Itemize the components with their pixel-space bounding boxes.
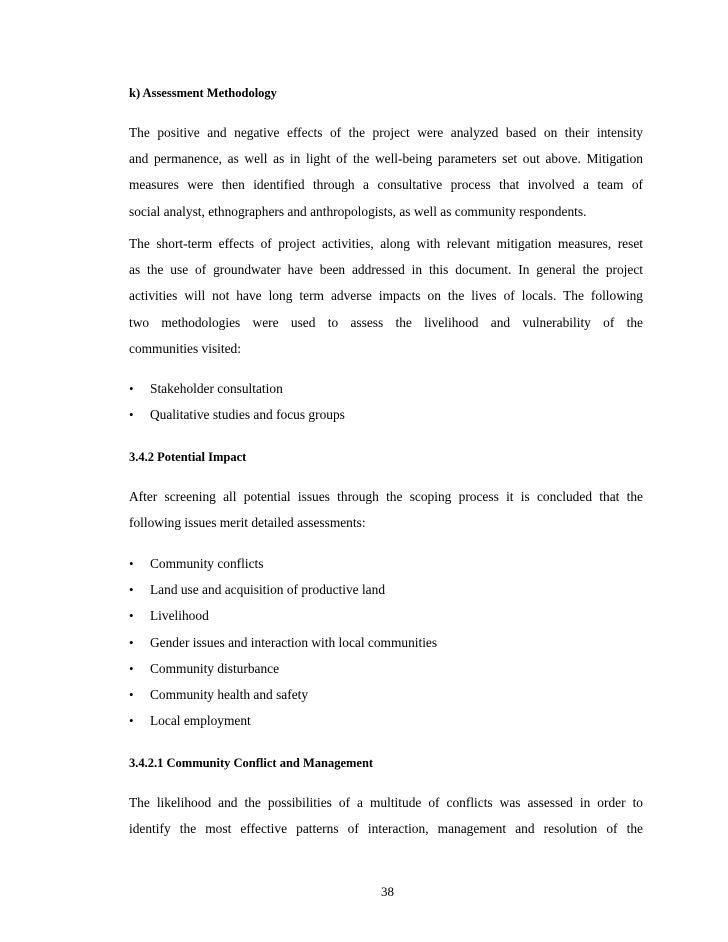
paragraph-line: identify the most effective patterns of interaction, management and resolution of the	[129, 821, 643, 837]
potential-impact-paragraph	[129, 484, 643, 536]
list-item	[129, 577, 437, 603]
potential-impact-heading: 3.4.2 Potential Impact	[129, 450, 247, 464]
list-item	[129, 630, 437, 656]
list-item-label: Stakeholder consultation	[150, 381, 283, 396]
list-item	[129, 682, 437, 708]
paragraph-line: measures were then identified through a consultative process that involved a team of	[129, 177, 643, 193]
bullet-icon: •	[129, 556, 134, 571]
list-item	[129, 656, 437, 682]
list-item-label: Community conflicts	[150, 556, 264, 571]
list-item-label: Community health and safety	[150, 686, 309, 702]
bullet-icon: •	[129, 660, 134, 676]
paragraph-line: as the use of groundwater have been addressed in this document. In general the project	[129, 262, 643, 278]
list-item-label: Land use and acquisition of productive land	[150, 582, 386, 598]
assessment-methodology-heading: k) Assessment Methodology	[129, 86, 277, 100]
list-item-label: Local employment	[150, 713, 251, 729]
paragraph-line: two methodologies were used to assess the livelihood and vulnerability of the	[129, 314, 643, 330]
list-item	[129, 402, 345, 428]
issues-list	[129, 551, 437, 734]
methodology-list	[129, 376, 345, 428]
list-item-label: Livelihood	[150, 608, 209, 624]
bullet-icon: •	[129, 634, 134, 650]
document-page	[129, 0, 643, 942]
paragraph-line: The likelihood and the possibilities of a multitude of conflicts was assessed in order to	[129, 795, 643, 810]
paragraph-line: communities visited:	[129, 340, 241, 356]
paragraph-line: The positive and negative effects of the project were analyzed based on their intensity	[129, 125, 643, 140]
list-item-label: Gender issues and interaction with local communities	[150, 634, 438, 650]
bullet-icon: •	[129, 582, 134, 598]
bullet-icon: •	[129, 381, 134, 396]
list-item-label: Community disturbance	[150, 660, 280, 676]
page-number: 38	[381, 884, 394, 899]
list-item	[129, 376, 345, 402]
paragraph-line: and permanence, as well as in light of the well-being parameters set out above. Mitigation	[129, 151, 643, 167]
community-conflict-paragraph	[129, 790, 643, 842]
paragraph-line: following issues merit detailed assessments:	[129, 515, 366, 531]
list-item	[129, 603, 437, 629]
list-item	[129, 551, 437, 577]
paragraph-line: activities will not have long term adverse impacts on the lives of locals. The following	[129, 288, 643, 304]
bullet-icon: •	[129, 407, 134, 423]
paragraph-line: social analyst, ethnographers and anthropologists, as well as community respondents.	[129, 203, 587, 219]
bullet-icon: •	[129, 713, 134, 729]
assessment-paragraph-2	[129, 231, 643, 362]
list-item-label: Qualitative studies and focus groups	[150, 407, 345, 423]
bullet-icon: •	[129, 608, 134, 624]
paragraph-line: After screening all potential issues through the scoping process it is concluded that the	[129, 489, 643, 504]
community-conflict-heading: 3.4.2.1 Community Conflict and Management	[129, 756, 374, 770]
paragraph-line: The short-term effects of project activities, along with relevant mitigation measures, reset	[129, 236, 643, 251]
assessment-paragraph-1	[129, 120, 643, 225]
bullet-icon: •	[129, 686, 134, 702]
list-item	[129, 708, 437, 734]
